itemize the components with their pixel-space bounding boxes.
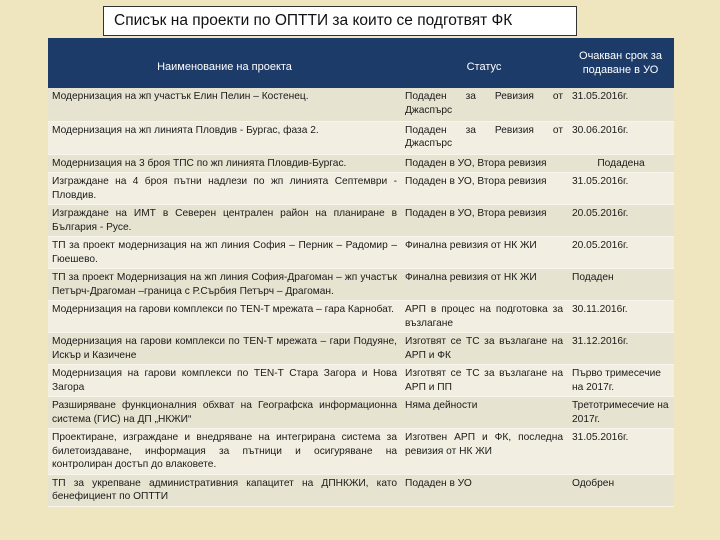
status-cell: Подаден в УО, Втора ревизия — [401, 173, 567, 205]
deadline-cell: Първо тримесечие на 2017г. — [567, 365, 674, 397]
deadline-cell: 31.12.2016г. — [567, 333, 674, 365]
table-row — [48, 397, 674, 429]
table-row — [48, 333, 674, 365]
page-title: Списък на проекти по ОПТТИ за които се подготвят ФК — [103, 6, 577, 36]
project-name-cell: Модернизация на гарови комплекси по TEN-T мрежата – гара Карнобат. — [48, 301, 401, 333]
project-name-cell: Модернизация на жп участък Елин Пелин – Костенец. — [48, 88, 401, 121]
deadline-cell: 31.05.2016г. — [567, 429, 674, 475]
status-cell: Подаден в УО, Втора ревизия — [401, 154, 567, 173]
table-row — [48, 301, 674, 333]
header-deadline: Очакван срок за подаване в УО — [567, 38, 674, 88]
table-row — [48, 474, 674, 506]
deadline-cell: Подаден — [567, 269, 674, 301]
status-cell: Подаден за Ревизия от Джаспърс — [401, 88, 567, 121]
project-name-cell: Разширяване функционалния обхват на Географска информационна система (ГИС) на ДП „НКЖИ“ — [48, 397, 401, 429]
project-name-cell: ТП за укрепване административния капацитет на ДПНКЖИ, като бенефициент по ОПТТИ — [48, 474, 401, 506]
projects-table — [48, 38, 674, 507]
deadline-cell: 31.05.2016г. — [567, 88, 674, 121]
table-row — [48, 154, 674, 173]
deadline-cell: Третотримесечие на 2017г. — [567, 397, 674, 429]
project-name-cell: Изграждане на 4 броя пътни надлези по жп линията Септември - Пловдив. — [48, 173, 401, 205]
project-name-cell: Модернизация на 3 броя ТПС по жп линията Пловдив-Бургас. — [48, 154, 401, 173]
deadline-cell: 20.05.2016г. — [567, 205, 674, 237]
project-name-cell: Модернизация на гарови комплекси по TEN-T Стара Загора и Нова Загора — [48, 365, 401, 397]
table-row — [48, 429, 674, 475]
status-cell: Изготвят се ТС за възлагане на АРП и ФК — [401, 333, 567, 365]
project-name-cell: Модернизация на жп линията Пловдив - Бургас, фаза 2. — [48, 121, 401, 154]
status-cell: Подаден в УО — [401, 474, 567, 506]
table-row — [48, 365, 674, 397]
status-cell: Изготвят се ТС за възлагане на АРП и ПП — [401, 365, 567, 397]
deadline-cell: 30.11.2016г. — [567, 301, 674, 333]
status-cell: Финална ревизия от НК ЖИ — [401, 269, 567, 301]
table-row — [48, 205, 674, 237]
table-row — [48, 269, 674, 301]
status-cell: Подаден в УО, Втора ревизия — [401, 205, 567, 237]
deadline-cell: Подадена — [567, 154, 674, 173]
table-row — [48, 237, 674, 269]
table-row — [48, 88, 674, 121]
header-project-name: Наименование на проекта — [48, 38, 401, 88]
status-cell: Няма дейности — [401, 397, 567, 429]
status-cell: Подаден за Ревизия от Джаспърс — [401, 121, 567, 154]
status-cell: Финална ревизия от НК ЖИ — [401, 237, 567, 269]
project-name-cell: Изграждане на ИМТ в Северен централен район на планиране в България - Русе. — [48, 205, 401, 237]
deadline-cell: Одобрен — [567, 474, 674, 506]
deadline-cell: 20.05.2016г. — [567, 237, 674, 269]
project-name-cell: Модернизация на гарови комплекси по TEN-T мрежата – гари Подуяне, Искър и Казичене — [48, 333, 401, 365]
table-header-row — [48, 38, 674, 88]
header-status: Статус — [401, 38, 567, 88]
table-row — [48, 173, 674, 205]
status-cell: Изготвен АРП и ФК, последна ревизия от НК ЖИ — [401, 429, 567, 475]
project-name-cell: ТП за проект Модернизация на жп линия София-Драгоман – жп участък Петърч-Драгоман –граница с Р.Сърбия Петърч – Драгоман. — [48, 269, 401, 301]
project-name-cell: Проектиране, изграждане и внедряване на интегрирана система за билетоиздаване, информация за пътници и осигуряване на контролиран достъп до влаковете. — [48, 429, 401, 475]
status-cell: АРП в процес на подготовка за възлагане — [401, 301, 567, 333]
deadline-cell: 30.06.2016г. — [567, 121, 674, 154]
project-name-cell: ТП за проект модернизация на жп линия София – Перник – Радомир – Гюешево. — [48, 237, 401, 269]
deadline-cell: 31.05.2016г. — [567, 173, 674, 205]
table-row — [48, 121, 674, 154]
